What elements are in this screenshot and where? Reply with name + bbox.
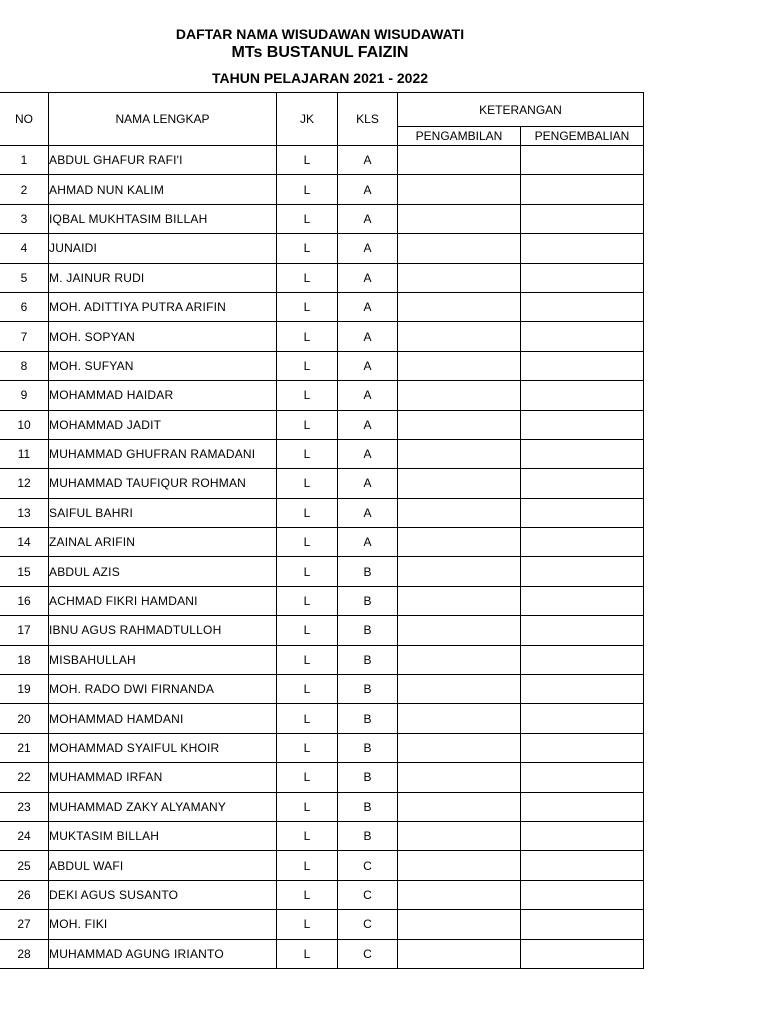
cell-no: 27 <box>0 910 49 939</box>
table-row <box>0 675 644 704</box>
cell-jk: L <box>277 322 338 351</box>
cell-pengambilan <box>398 645 521 674</box>
cell-pengambilan <box>398 351 521 380</box>
cell-no: 4 <box>0 234 49 263</box>
cell-pengambilan <box>398 263 521 292</box>
table-row <box>0 792 644 821</box>
table-row <box>0 645 644 674</box>
cell-kls: A <box>338 292 398 321</box>
school-name: MTs BUSTANUL FAIZIN <box>231 44 409 61</box>
cell-kls: B <box>338 763 398 792</box>
table-row <box>0 381 644 410</box>
cell-no: 18 <box>0 645 49 674</box>
table-row <box>0 439 644 468</box>
cell-kls: C <box>338 910 398 939</box>
cell-jk: L <box>277 792 338 821</box>
cell-pengembalian <box>521 175 644 204</box>
cell-kls: A <box>338 351 398 380</box>
cell-nama-lengkap: MISBAHULLAH <box>49 645 277 674</box>
table-row <box>0 763 644 792</box>
cell-kls: A <box>338 322 398 351</box>
cell-jk: L <box>277 146 338 175</box>
cell-kls: C <box>338 939 398 968</box>
cell-nama-lengkap: MUHAMMAD TAUFIQUR ROHMAN <box>49 469 277 498</box>
cell-jk: L <box>277 939 338 968</box>
cell-no: 28 <box>0 939 49 968</box>
cell-nama-lengkap: MUHAMMAD AGUNG IRIANTO <box>49 939 277 968</box>
cell-no: 23 <box>0 792 49 821</box>
cell-nama-lengkap: MOH. SUFYAN <box>49 351 277 380</box>
cell-pengembalian <box>521 146 644 175</box>
cell-no: 13 <box>0 498 49 527</box>
cell-pengambilan <box>398 851 521 880</box>
cell-pengambilan <box>398 792 521 821</box>
cell-kls: A <box>338 439 398 468</box>
cell-pengambilan <box>398 469 521 498</box>
cell-pengambilan <box>398 410 521 439</box>
cell-pengembalian <box>521 204 644 233</box>
cell-no: 17 <box>0 616 49 645</box>
cell-nama-lengkap: MOH. SOPYAN <box>49 322 277 351</box>
cell-kls: A <box>338 146 398 175</box>
cell-kls: B <box>338 586 398 615</box>
cell-jk: L <box>277 851 338 880</box>
cell-no: 16 <box>0 586 49 615</box>
cell-nama-lengkap: SAIFUL BAHRI <box>49 498 277 527</box>
cell-pengambilan <box>398 939 521 968</box>
table-row <box>0 733 644 762</box>
cell-kls: B <box>338 645 398 674</box>
table-row <box>0 292 644 321</box>
cell-pengembalian <box>521 704 644 733</box>
cell-pengembalian <box>521 851 644 880</box>
cell-pengambilan <box>398 204 521 233</box>
cell-jk: L <box>277 175 338 204</box>
cell-no: 1 <box>0 146 49 175</box>
cell-pengambilan <box>398 498 521 527</box>
cell-no: 6 <box>0 292 49 321</box>
cell-pengembalian <box>521 410 644 439</box>
cell-nama-lengkap: MOH. RADO DWI FIRNANDA <box>49 675 277 704</box>
cell-pengembalian <box>521 733 644 762</box>
cell-no: 3 <box>0 204 49 233</box>
table-row <box>0 322 644 351</box>
column-header-jk: JK <box>277 93 338 146</box>
cell-nama-lengkap: MUHAMMAD IRFAN <box>49 763 277 792</box>
cell-nama-lengkap: MUHAMMAD GHUFRAN RAMADANI <box>49 439 277 468</box>
cell-jk: L <box>277 763 338 792</box>
cell-kls: A <box>338 410 398 439</box>
cell-pengambilan <box>398 322 521 351</box>
cell-nama-lengkap: MOHAMMAD JADIT <box>49 410 277 439</box>
cell-pengembalian <box>521 528 644 557</box>
cell-nama-lengkap: ABDUL WAFI <box>49 851 277 880</box>
cell-pengambilan <box>398 439 521 468</box>
cell-nama-lengkap: DEKI AGUS SUSANTO <box>49 880 277 909</box>
cell-pengambilan <box>398 704 521 733</box>
cell-jk: L <box>277 616 338 645</box>
cell-pengembalian <box>521 292 644 321</box>
cell-no: 25 <box>0 851 49 880</box>
cell-pengambilan <box>398 381 521 410</box>
cell-pengembalian <box>521 351 644 380</box>
cell-pengembalian <box>521 469 644 498</box>
table-row <box>0 616 644 645</box>
table-row <box>0 704 644 733</box>
cell-nama-lengkap: MUKTASIM BILLAH <box>49 821 277 850</box>
table-row <box>0 851 644 880</box>
cell-kls: B <box>338 675 398 704</box>
table-row <box>0 557 644 586</box>
cell-no: 19 <box>0 675 49 704</box>
cell-kls: A <box>338 263 398 292</box>
cell-nama-lengkap: MOHAMMAD SYAIFUL KHOIR <box>49 733 277 762</box>
cell-nama-lengkap: ABDUL AZIS <box>49 557 277 586</box>
cell-pengembalian <box>521 675 644 704</box>
cell-pengambilan <box>398 616 521 645</box>
cell-nama-lengkap: ZAINAL ARIFIN <box>49 528 277 557</box>
cell-jk: L <box>277 204 338 233</box>
cell-pengambilan <box>398 675 521 704</box>
cell-no: 22 <box>0 763 49 792</box>
cell-pengembalian <box>521 616 644 645</box>
cell-nama-lengkap: MOH. ADITTIYA PUTRA ARIFIN <box>49 292 277 321</box>
cell-pengembalian <box>521 322 644 351</box>
cell-jk: L <box>277 263 338 292</box>
cell-kls: C <box>338 851 398 880</box>
cell-pengembalian <box>521 498 644 527</box>
cell-no: 8 <box>0 351 49 380</box>
cell-pengembalian <box>521 381 644 410</box>
cell-no: 9 <box>0 381 49 410</box>
cell-jk: L <box>277 381 338 410</box>
cell-jk: L <box>277 733 338 762</box>
table-row <box>0 586 644 615</box>
column-header-no: NO <box>0 93 49 146</box>
cell-nama-lengkap: ACHMAD FIKRI HAMDANI <box>49 586 277 615</box>
table-row <box>0 175 644 204</box>
cell-jk: L <box>277 821 338 850</box>
cell-kls: C <box>338 880 398 909</box>
cell-nama-lengkap: M. JAINUR RUDI <box>49 263 277 292</box>
table-row <box>0 528 644 557</box>
cell-jk: L <box>277 675 338 704</box>
cell-kls: A <box>338 469 398 498</box>
table-row <box>0 234 644 263</box>
academic-year: TAHUN PELAJARAN 2021 - 2022 <box>211 70 429 86</box>
cell-kls: A <box>338 528 398 557</box>
cell-nama-lengkap: IQBAL MUKHTASIM BILLAH <box>49 204 277 233</box>
cell-pengambilan <box>398 763 521 792</box>
cell-pengambilan <box>398 910 521 939</box>
cell-no: 14 <box>0 528 49 557</box>
cell-jk: L <box>277 410 338 439</box>
table-row <box>0 498 644 527</box>
cell-pengembalian <box>521 263 644 292</box>
cell-pengambilan <box>398 146 521 175</box>
column-header-keterangan: KETERANGAN <box>398 93 644 127</box>
cell-kls: B <box>338 792 398 821</box>
cell-jk: L <box>277 586 338 615</box>
cell-kls: A <box>338 381 398 410</box>
cell-nama-lengkap: IBNU AGUS RAHMADTULLOH <box>49 616 277 645</box>
cell-pengembalian <box>521 910 644 939</box>
cell-jk: L <box>277 645 338 674</box>
cell-jk: L <box>277 528 338 557</box>
cell-jk: L <box>277 439 338 468</box>
cell-kls: A <box>338 234 398 263</box>
cell-pengembalian <box>521 939 644 968</box>
cell-no: 20 <box>0 704 49 733</box>
cell-kls: A <box>338 204 398 233</box>
column-header-pengambilan: PENGAMBILAN <box>398 127 521 146</box>
table-row <box>0 146 644 175</box>
cell-pengambilan <box>398 821 521 850</box>
table-row <box>0 469 644 498</box>
cell-pengambilan <box>398 733 521 762</box>
cell-pengembalian <box>521 792 644 821</box>
cell-no: 11 <box>0 439 49 468</box>
cell-pengambilan <box>398 880 521 909</box>
cell-kls: B <box>338 733 398 762</box>
cell-no: 26 <box>0 880 49 909</box>
cell-nama-lengkap: MUHAMMAD ZAKY ALYAMANY <box>49 792 277 821</box>
table-row <box>0 351 644 380</box>
cell-jk: L <box>277 704 338 733</box>
cell-pengambilan <box>398 586 521 615</box>
cell-kls: B <box>338 557 398 586</box>
cell-kls: A <box>338 498 398 527</box>
cell-nama-lengkap: MOHAMMAD HAMDANI <box>49 704 277 733</box>
cell-nama-lengkap: MOHAMMAD HAIDAR <box>49 381 277 410</box>
cell-pengembalian <box>521 645 644 674</box>
cell-kls: A <box>338 175 398 204</box>
table-row <box>0 910 644 939</box>
cell-no: 12 <box>0 469 49 498</box>
cell-no: 24 <box>0 821 49 850</box>
cell-pengembalian <box>521 763 644 792</box>
cell-pengembalian <box>521 439 644 468</box>
cell-pengembalian <box>521 586 644 615</box>
table-row <box>0 821 644 850</box>
column-header-nama-lengkap: NAMA LENGKAP <box>49 93 277 146</box>
table-row <box>0 939 644 968</box>
table-row <box>0 263 644 292</box>
cell-no: 21 <box>0 733 49 762</box>
cell-pengambilan <box>398 292 521 321</box>
cell-kls: B <box>338 616 398 645</box>
cell-no: 5 <box>0 263 49 292</box>
graduates-table <box>0 92 644 969</box>
cell-pengambilan <box>398 528 521 557</box>
cell-kls: B <box>338 821 398 850</box>
cell-pengembalian <box>521 821 644 850</box>
cell-no: 10 <box>0 410 49 439</box>
cell-jk: L <box>277 910 338 939</box>
cell-nama-lengkap: ABDUL GHAFUR RAFI'I <box>49 146 277 175</box>
cell-nama-lengkap: MOH. FIKI <box>49 910 277 939</box>
cell-kls: B <box>338 704 398 733</box>
table-row <box>0 880 644 909</box>
cell-pengembalian <box>521 880 644 909</box>
document-title: DAFTAR NAMA WISUDAWAN WISUDAWATI <box>175 26 465 42</box>
cell-pengambilan <box>398 175 521 204</box>
cell-nama-lengkap: AHMAD NUN KALIM <box>49 175 277 204</box>
cell-jk: L <box>277 498 338 527</box>
cell-jk: L <box>277 469 338 498</box>
cell-nama-lengkap: JUNAIDI <box>49 234 277 263</box>
cell-no: 7 <box>0 322 49 351</box>
column-header-kls: KLS <box>338 93 398 146</box>
cell-jk: L <box>277 880 338 909</box>
cell-jk: L <box>277 292 338 321</box>
table-row <box>0 410 644 439</box>
cell-pengembalian <box>521 557 644 586</box>
cell-pengambilan <box>398 234 521 263</box>
cell-pengambilan <box>398 557 521 586</box>
cell-jk: L <box>277 234 338 263</box>
table-row <box>0 204 644 233</box>
table-body <box>0 146 644 969</box>
column-header-pengembalian: PENGEMBALIAN <box>521 127 644 146</box>
cell-pengembalian <box>521 234 644 263</box>
cell-no: 2 <box>0 175 49 204</box>
cell-jk: L <box>277 351 338 380</box>
cell-jk: L <box>277 557 338 586</box>
cell-no: 15 <box>0 557 49 586</box>
table-header-row <box>0 93 644 127</box>
